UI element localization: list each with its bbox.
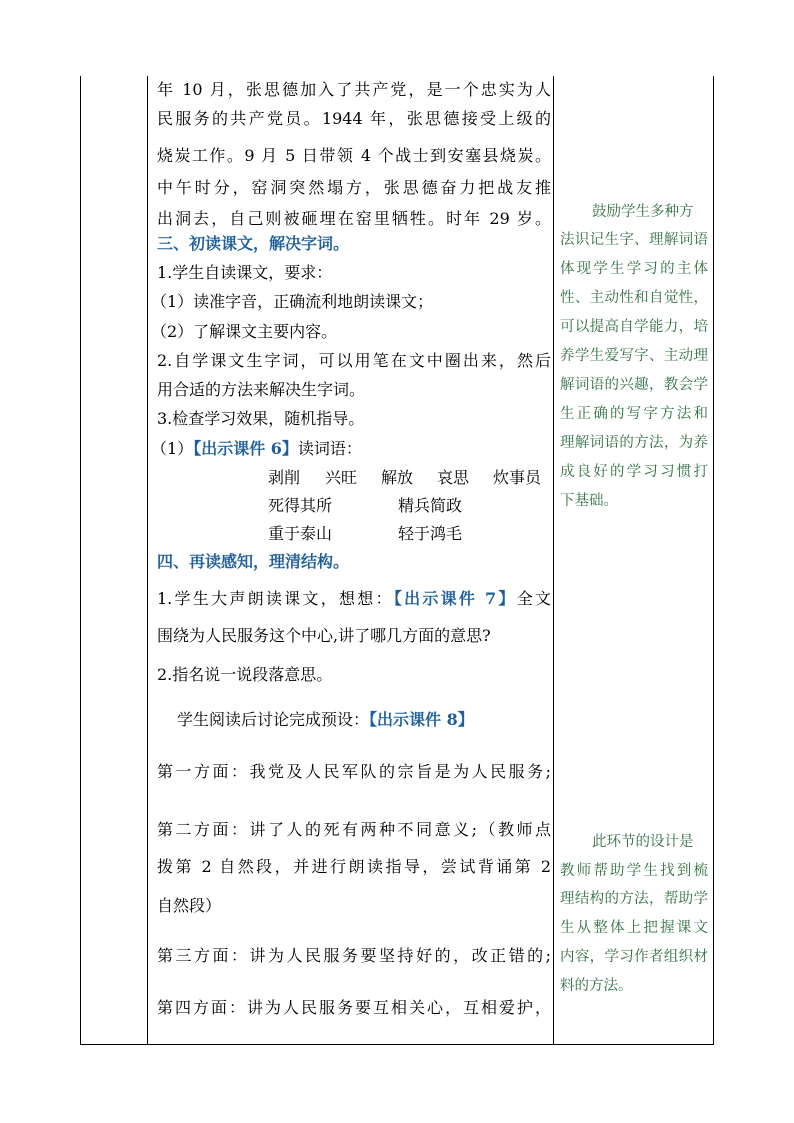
table-border-left [80, 76, 81, 1045]
word: 哀思 [437, 468, 470, 487]
table-border-bottom [80, 1044, 714, 1045]
word: 精兵简政 [398, 496, 463, 515]
table-divider-1 [147, 76, 148, 1045]
section3-heading: 三、初读课文，解决字词。 [157, 234, 350, 253]
word: 轻于鸿毛 [398, 524, 463, 543]
word: 炊事员 [493, 468, 542, 487]
note2-line: 教师帮助学生找到梳 [560, 863, 708, 879]
section3-item1: 1.学生自读课文，要求： [157, 263, 333, 282]
note1-line: 理解词语的方法，为养 [560, 435, 708, 451]
section3-item2-line2: 用合适的方法来解决生字词。 [157, 380, 366, 399]
section4-item1 [157, 589, 551, 609]
aspect-3: 第三方面：讲为人民服务要坚持好的，改正错的; [157, 946, 551, 965]
section4-item1-suffix: 全文 [516, 589, 551, 608]
words-suffix: 读词语： [297, 439, 362, 458]
courseware-6: 【出示课件 6】 [193, 439, 298, 458]
words-intro [151, 439, 362, 459]
note1-line: 下基础。 [560, 493, 618, 509]
note1-line: 性、主动性和自觉性， [560, 290, 708, 306]
note2-line: 生从整体上把握课文 [560, 920, 708, 936]
note1-line: 解词语的兴趣，教会学 [560, 377, 708, 393]
section4-item2: 2.指名说一说段落意思。 [157, 665, 333, 684]
word: 重于泰山 [268, 524, 333, 543]
aspect-2-line1: 第二方面：讲了人的死有两种不同意义;（教师点 [157, 820, 551, 839]
aspect-1: 第一方面：我党及人民军队的宗旨是为人民服务; [157, 762, 551, 781]
note1-line: 体现学生学习的主体 [560, 261, 708, 277]
intro-line: 烧炭工作。9 月 5 日带领 4 个战士到安塞县烧炭。 [157, 146, 551, 165]
intro-line: 民服务的共产党员。1944 年，张思德接受上级的 [157, 109, 551, 128]
courseware-8: 【出示课件 8】 [369, 710, 474, 729]
words-prefix: （1） [151, 439, 194, 458]
discuss-line [177, 710, 474, 730]
note2-line: 料的方法。 [560, 978, 633, 994]
section3-item2-line1: 2.自学课文生字词，可以用笔在文中圈出来，然后 [157, 351, 551, 370]
lesson-table [80, 76, 714, 1045]
note1-line: 法识记生字、理解词语 [560, 232, 708, 248]
section4-heading: 四、再读感知，理清结构。 [157, 552, 350, 571]
section4-item1-prefix: 1.学生大声朗读课文，想想： [157, 589, 394, 608]
note2-line: 理结构的方法，帮助学 [560, 891, 708, 907]
word: 兴旺 [325, 468, 358, 487]
intro-line: 年 10 月，张思德加入了共产党，是一个忠实为人 [157, 80, 551, 99]
intro-line: 出洞去，自己则被砸埋在窑里牺牲。时年 29 岁。 [157, 209, 551, 228]
section3-sub2: （2）了解课文主要内容。 [151, 322, 338, 341]
note1-line: 生正确的写字方法和 [560, 406, 708, 422]
section3-sub1: （1）读准字音，正确流利地朗读课文； [151, 292, 434, 311]
section3-item3: 3.检查学习效果，随机指导。 [157, 409, 365, 428]
note1-line: 鼓励学生多种方 [592, 204, 694, 220]
section4-item1-line2: 围绕为人民服务这个中心,讲了哪几方面的意思? [157, 626, 491, 645]
discuss-prefix: 学生阅读后讨论完成预设： [177, 710, 370, 729]
note1-line: 成良好的学习习惯打 [560, 464, 708, 480]
note2-line: 此环节的设计是 [592, 834, 694, 850]
intro-line: 中午时分，窑洞突然塌方，张思德奋力把战友推 [157, 178, 551, 197]
table-divider-2 [553, 76, 554, 1045]
aspect-4: 第四方面：讲为人民服务要互相关心，互相爱护， [157, 998, 551, 1017]
aspect-2-line2: 拨第 2 自然段，并进行朗读指导，尝试背诵第 2 [157, 857, 551, 876]
word: 剥削 [268, 468, 301, 487]
word: 解放 [381, 468, 414, 487]
note1-line: 养学生爱写字、主动理 [560, 348, 708, 364]
note1-line: 可以提高自学能力，培 [560, 319, 708, 335]
note2-line: 内容，学习作者组织材 [560, 949, 708, 965]
word: 死得其所 [268, 496, 333, 515]
table-border-right [713, 76, 714, 1045]
courseware-7: 【出示课件 7】 [393, 589, 517, 608]
aspect-2-line3: 自然段） [157, 896, 222, 915]
